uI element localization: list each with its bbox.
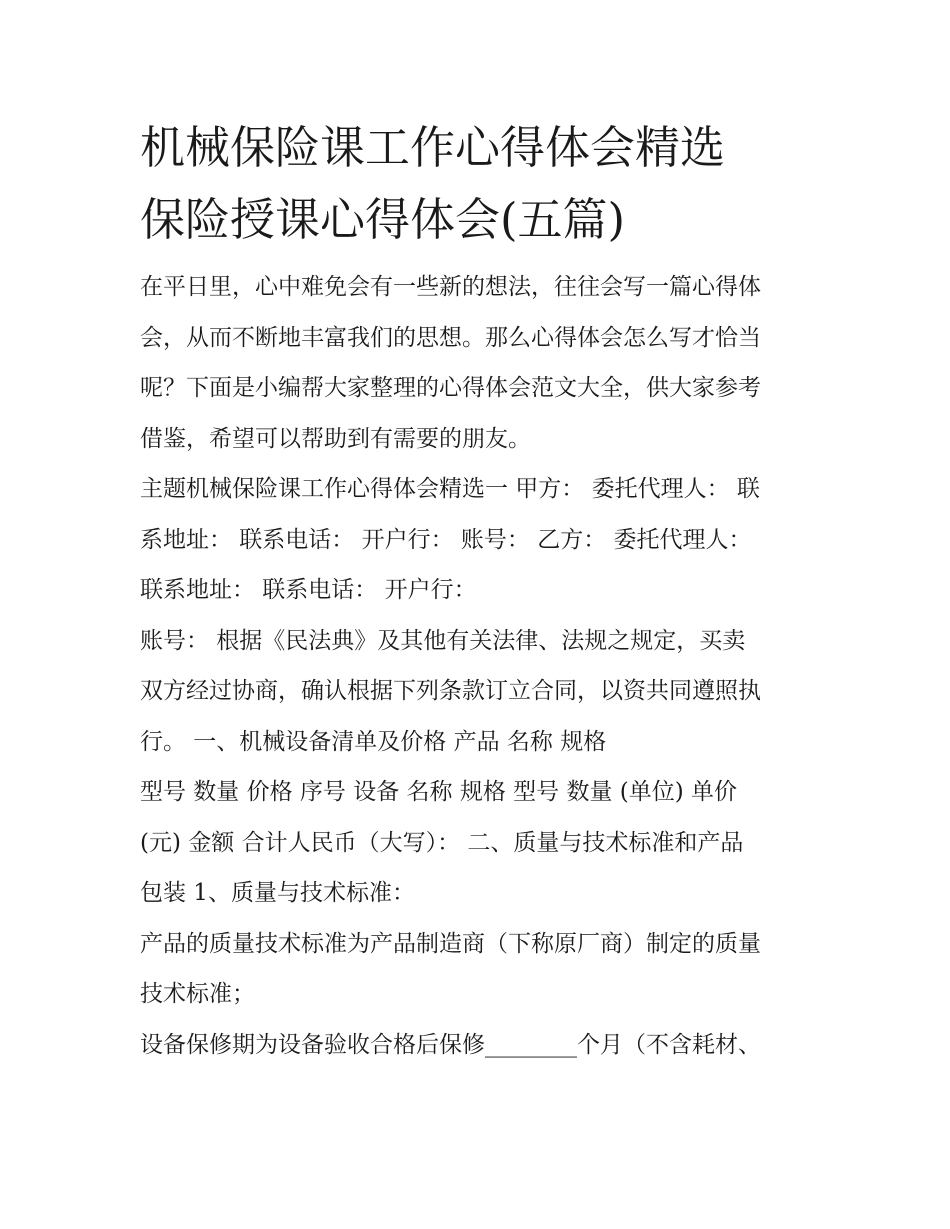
text-line: 双方经过协商，确认根据下列条款订立合同，以资共同遵照执 [140,678,761,704]
text-line: 会，从而不断地丰富我们的思想。那么心得体会怎么写才恰当 [140,324,761,351]
text-line: (元) 金额 合计人民币（大写）： 二、质量与技术标准和产品 [140,829,744,856]
text-line: 借鉴，希望可以帮助到有需要的朋友。 [140,425,531,452]
text-line: 产品的质量技术标准为产品制造商（下称原厂商）制定的质量 [140,930,761,957]
text-line: 设备保修期为设备验收合格后保修________个月（不含耗材、 [140,1031,761,1058]
text-line: 型号 数量 价格 序号 设备 名称 规格 型号 数量 (单位) 单价 [140,779,738,805]
parties-paragraph [140,464,820,616]
quality-standard-paragraph [140,919,820,1020]
text-line: 联系地址： 联系电话： 开户行： [140,577,477,603]
text-line: 包装 1、质量与技术标准： [140,880,415,906]
title-line-1: 机械保险课工作心得体会精选 [140,121,726,174]
title-line-2: 保险授课心得体会(五篇) [140,193,626,246]
text-line: 行。 一、机械设备清单及价格 产品 名称 规格 [140,728,607,755]
contract-basis-paragraph [140,616,820,768]
text-line: 主题机械保险课工作心得体会精选一 甲方： 委托代理人： 联 [140,476,760,502]
text-line: 系地址： 联系电话： 开户行： 账号： 乙方： 委托代理人： [140,526,752,553]
text-line: 技术标准； [140,981,255,1007]
document-title [140,112,820,256]
document-page [140,112,820,1070]
text-line: 呢？下面是小编帮大家整理的心得体会范文大全，供大家参考 [140,375,761,401]
equipment-list-paragraph [140,767,820,919]
warranty-paragraph [140,1020,820,1071]
text-line: 账号： 根据《民法典》及其他有关法律、法规之规定，买卖 [140,627,746,654]
text-line: 在平日里，心中难免会有一些新的想法，往往会写一篇心得体 [140,274,761,300]
intro-paragraph [140,262,820,464]
